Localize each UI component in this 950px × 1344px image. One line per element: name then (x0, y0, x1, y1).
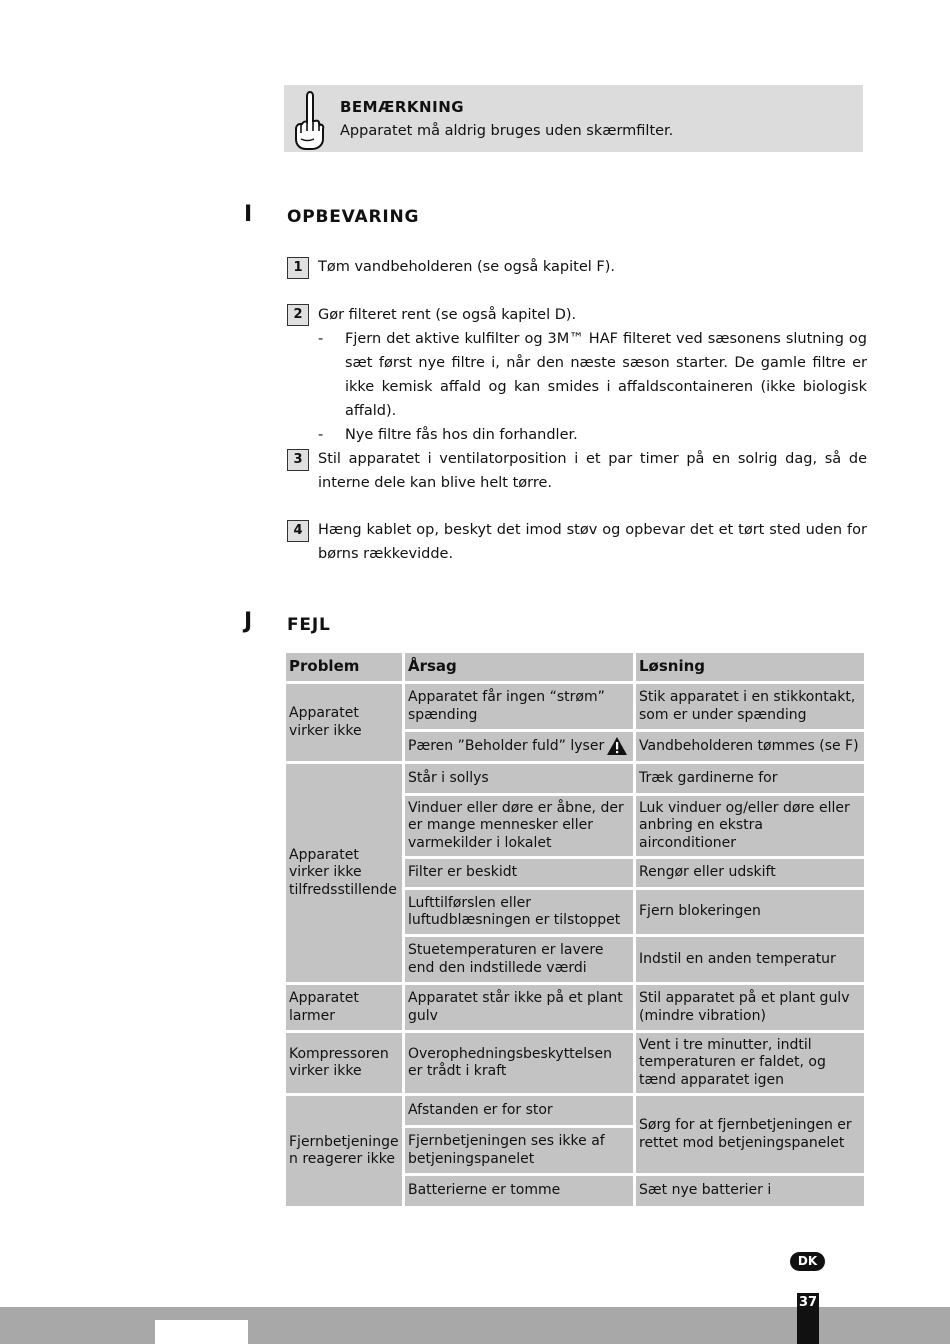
cause-cell: Overophedningsbeskyttelsen er trådt i kraft (405, 1033, 633, 1093)
step-2-bullets (318, 327, 867, 447)
solution-cell: Sørg for at fjernbetjeningen er rettet mod betjeningspanelet (636, 1096, 864, 1173)
step-text-2: Gør filteret rent (se også kapitel D). (318, 307, 577, 323)
section-letter-j: J (244, 609, 253, 634)
note-title: BEMÆRKNING (340, 98, 465, 116)
cause-cell: Batterierne er tomme (405, 1176, 633, 1206)
problem-cell: Fjernbetjeninge n reagerer ikke (286, 1096, 402, 1206)
footer-white-box (155, 1320, 248, 1344)
header-problem: Problem (286, 653, 402, 681)
solution-cell: Stil apparatet på et plant gulv (mindre vibration) (636, 985, 864, 1030)
cause-cell: Apparatet får ingen “strøm” spænding (405, 684, 633, 729)
language-badge: DK (790, 1252, 825, 1271)
bullet-item: - Nye filtre fås hos din forhandler. (318, 427, 578, 443)
problem-cell: Apparatet virker ikke tilfredsstillende (286, 764, 402, 982)
step-number-3: 3 (287, 449, 309, 471)
header-cause: Årsag (405, 653, 633, 681)
problem-cell: Kompressoren virker ikke (286, 1033, 402, 1093)
bullet-text: Nye filtre fås hos din forhandler. (345, 427, 578, 443)
bullet-item: - Fjern det aktive kulfilter og 3M™ HAF filteret ved sæsonens slutning og sæt først nye filtre i, når den næste sæson starter. De gamle filtre er ikke kemisk affald og kan smides i affaldscontaineren (ikke biologisk affald). (318, 331, 867, 419)
header-solution: Løsning (636, 653, 864, 681)
problem-cell: Apparatet larmer (286, 985, 402, 1030)
cause-cell: Står i sollys (405, 764, 633, 793)
bullet-text: Fjern det aktive kulfilter og 3M™ HAF filteret ved sæsonens slutning og sæt først nye filtre i, når den næste sæson starter. De gamle filtre er ikke kemisk affald og kan smides i affaldscontaineren (ikke biologisk affald). (345, 331, 867, 419)
step-number-1: 1 (287, 257, 309, 279)
page-number: 37 (797, 1293, 819, 1344)
cause-cell: Apparatet står ikke på et plant gulv (405, 985, 633, 1030)
solution-cell: Træk gardinerne for (636, 764, 864, 793)
cause-cell: Fjernbetjeningen ses ikke af betjeningspanelet (405, 1128, 633, 1173)
step-text-4: Hæng kablet op, beskyt det imod støv og opbevar det et tørt sted uden for børns rækkevidde. (318, 522, 867, 562)
solution-cell: Vent i tre minutter, indtil temperaturen er faldet, og tænd apparatet igen (636, 1033, 864, 1093)
cause-cell: Stuetemperaturen er lavere end den indstillede værdi (405, 937, 633, 982)
solution-cell: Fjern blokeringen (636, 890, 864, 934)
pointing-hand-icon (288, 89, 328, 151)
solution-cell: Luk vinduer og/eller døre eller anbring en ekstra airconditioner (636, 796, 864, 856)
cause-cell: Lufttilførslen eller luftudblæsningen er tilstoppet (405, 890, 633, 934)
solution-cell: Indstil en anden temperatur (636, 937, 864, 982)
troubleshooting-table (286, 653, 864, 1206)
note-box (284, 85, 863, 152)
section-title-fejl: FEJL (287, 615, 331, 635)
section-title-opbevaring: OPBEVARING (287, 207, 420, 227)
step-text-3: Stil apparatet i ventilatorposition i et par timer på en solrig dag, så de interne dele kan blive helt tørre. (318, 451, 867, 491)
warning-triangle-icon (606, 736, 628, 756)
step-text-1: Tøm vandbeholderen (se også kapitel F). (318, 259, 616, 275)
section-letter-i: I (244, 202, 253, 227)
step-number-4: 4 (287, 520, 309, 542)
solution-cell: Vandbeholderen tømmes (se F) (636, 732, 864, 761)
solution-cell: Sæt nye batterier i (636, 1176, 864, 1206)
cause-cell: Vinduer eller døre er åbne, der er mange mennesker eller varmekilder i lokalet (405, 796, 633, 856)
cause-cell: Afstanden er for stor (405, 1096, 633, 1125)
step-number-2: 2 (287, 304, 309, 326)
note-text: Apparatet må aldrig bruges uden skærmfilter. (340, 123, 674, 139)
cause-cell: Pæren ”Beholder fuld” lyser (405, 732, 633, 761)
cause-cell: Filter er beskidt (405, 859, 633, 887)
solution-cell: Stik apparatet i en stikkontakt, som er under spænding (636, 684, 864, 729)
solution-cell: Rengør eller udskift (636, 859, 864, 887)
problem-cell: Apparatet virker ikke (286, 684, 402, 761)
